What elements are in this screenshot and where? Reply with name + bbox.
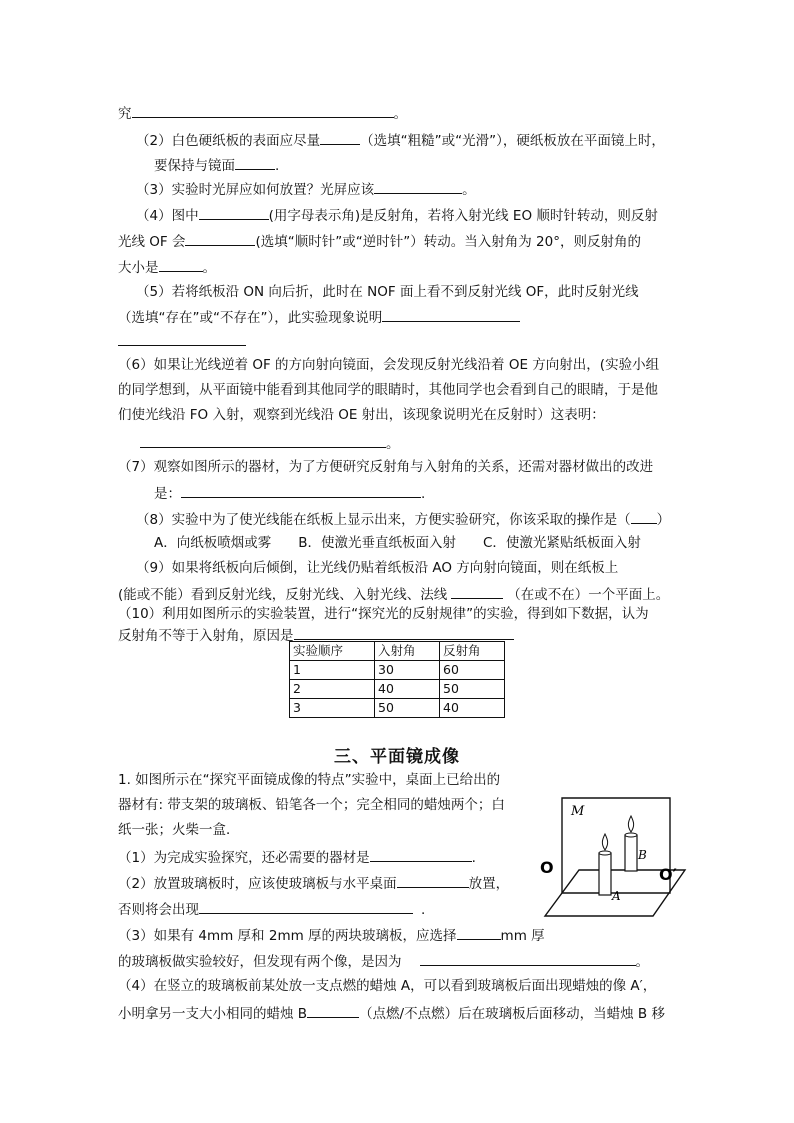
text: （选填“粗糙”或“光滑”），硬纸板放在平面镜上时，	[360, 133, 665, 149]
text: 器材有: 带支架的玻璃板、铅笔各一个；完全相同的蜡烛两个；白	[118, 797, 505, 813]
answer-blank[interactable]	[199, 204, 269, 220]
answer-blank[interactable]	[235, 154, 275, 170]
text: （3）实验时光屏应如何放置？光屏应该	[136, 182, 375, 198]
text: (用字母表示角)是反射角，若将入射光线 EO 顺时针转动，则反射	[268, 208, 658, 224]
text: （2）白色硬纸板的表面应尽量	[136, 133, 321, 149]
label-m: M	[571, 804, 585, 819]
text: （10）利用如图所示的实验装置，进行“探究光的反射规律”的实验，得到如下数据，认为	[118, 606, 649, 622]
question-6-answer	[140, 432, 400, 454]
question-8-options	[154, 533, 641, 553]
table-cell: 40	[440, 699, 505, 718]
answer-blank[interactable]	[374, 178, 462, 194]
text: 究	[118, 106, 132, 122]
text: mm 厚	[500, 928, 545, 944]
text: .	[421, 486, 426, 502]
text: (选填“顺时针”或“逆时针”）转动。当入射角为 20°，则反射角的	[255, 234, 641, 250]
table-cell: 40	[375, 680, 440, 699]
table-cell: 50	[440, 680, 505, 699]
s-question-1-2	[118, 872, 509, 894]
answer-blank[interactable]	[382, 306, 520, 322]
s-question-1-2-cont	[118, 898, 425, 920]
question-7-cont	[154, 482, 425, 504]
text: （3）如果有 4mm 厚和 2mm 厚的两块玻璃板，应选择	[118, 928, 457, 944]
text: 要保持与镜面	[154, 158, 235, 174]
data-table	[289, 641, 505, 718]
text: 们使光线沿 FO 入射，观察到光线沿 OE 射出，该现象说明光在反射时）这表明：	[118, 407, 605, 423]
text: A．向纸板喷烟或雾 B．使激光垂直纸板面入射 C．使激光紧贴纸板面入射	[154, 535, 641, 551]
table-header-row	[290, 642, 505, 661]
question-4	[136, 204, 658, 226]
answer-blank[interactable]	[307, 1002, 359, 1018]
label-a: A	[612, 889, 621, 903]
text: 放置，	[468, 876, 510, 892]
answer-blank[interactable]	[631, 508, 657, 524]
text: 的同学想到，从平面镜中能看到其他同学的眼睛时，其他同学也会看到自己的眼睛，于是他	[118, 382, 658, 398]
answer-blank[interactable]	[132, 102, 394, 118]
text: 反射角不等于入射角，原因是	[118, 628, 294, 644]
answer-blank[interactable]	[397, 872, 469, 888]
question-9	[136, 558, 618, 578]
text: 纸一张；火柴一盒．	[118, 822, 240, 838]
question-9-cont	[118, 583, 669, 605]
answer-blank[interactable]	[140, 432, 386, 448]
text: 是：	[154, 486, 181, 502]
table-cell: 2	[290, 680, 375, 699]
text: 大小是	[118, 260, 159, 276]
candle-a-top	[599, 851, 611, 855]
line-1	[118, 102, 407, 124]
question-4-cont	[118, 230, 641, 252]
text: （在或不在）一个平面上。	[507, 587, 670, 603]
text: （2）放置玻璃板时，应该使玻璃板与水平桌面	[118, 876, 397, 892]
text: 的玻璃板做实验较好，但发现有两个像，是因为	[118, 954, 402, 970]
plane-mirror-figure	[535, 788, 690, 923]
text: （4）在竖立的玻璃板前某处放一支点燃的蜡烛 A，可以看到玻璃板后面出现蜡烛的像 A′，	[118, 978, 657, 994]
candle-a	[599, 853, 611, 895]
table-cell: 1	[290, 661, 375, 680]
s-question-1-4	[118, 976, 656, 996]
question-6-cont2	[118, 405, 605, 425]
table-cell: 60	[440, 661, 505, 680]
text: （4）图中	[136, 208, 199, 224]
text: ）	[656, 512, 671, 528]
question-2	[136, 129, 665, 151]
table-row	[290, 680, 505, 699]
text: （1）为完成实验探究，还必需要的器材是	[118, 850, 370, 866]
text: 光线 OF 会	[118, 234, 186, 250]
flame-a-icon	[602, 834, 607, 850]
candle-b-top	[625, 833, 637, 837]
question-5-cont	[118, 306, 520, 328]
text: （9）如果将纸板向后倾倒，让光线仍贴着纸板沿 AO 方向射向镜面，则在纸板上	[136, 560, 619, 576]
text: （5）若将纸板沿 ON 向后折，此时在 NOF 面上看不到反射光线 OF，此时反射光线	[136, 284, 639, 300]
table-header: 入射角	[375, 642, 440, 661]
question-3	[136, 178, 476, 200]
s-question-1-4-cont	[118, 1002, 665, 1024]
question-5	[136, 282, 639, 302]
text: 。	[462, 182, 476, 198]
s-question-1-3-cont	[118, 950, 649, 972]
table-row	[290, 661, 505, 680]
text: 否则将会出现	[118, 902, 199, 918]
answer-blank[interactable]	[370, 846, 472, 862]
text: 。	[393, 106, 407, 122]
answer-blank[interactable]	[420, 950, 636, 966]
question-4-cont2	[118, 256, 216, 278]
question-5-cont2	[118, 330, 246, 352]
answer-blank[interactable]	[451, 583, 503, 599]
text: （7）观察如图所示的器材，为了方便研究反射角与入射角的关系，还需对器材做出的改进	[118, 459, 654, 475]
answer-blank[interactable]	[294, 624, 514, 640]
answer-blank[interactable]	[185, 230, 255, 246]
answer-blank[interactable]	[320, 129, 360, 145]
question-10	[118, 604, 649, 624]
table-header: 反射角	[440, 642, 505, 661]
text: 。	[202, 260, 216, 276]
s-question-1	[118, 770, 500, 790]
question-6-cont	[118, 380, 658, 400]
text: 。	[386, 436, 400, 452]
text: （选填“存在”或“不存在”），此实验现象说明	[118, 310, 383, 326]
text: .	[421, 902, 426, 918]
answer-blank[interactable]	[159, 256, 203, 272]
text: 小明拿另一支大小相同的蜡烛 B	[118, 1006, 308, 1022]
label-b: B	[638, 848, 647, 862]
text: (能或不能）看到反射光线，反射光线、入射光线、法线	[118, 587, 448, 603]
question-7	[118, 457, 653, 477]
label-o: O	[540, 858, 554, 877]
table-header: 实验顺序	[290, 642, 375, 661]
answer-blank[interactable]	[457, 924, 501, 940]
question-8	[136, 508, 670, 530]
s-question-1-cont	[118, 795, 505, 815]
text: .	[275, 158, 280, 174]
label-o-prime: O′	[659, 865, 677, 884]
text: （6）如果让光线逆着 OF 的方向射向镜面，会发现反射光线沿着 OE 方向射出，(实验小组	[118, 357, 660, 373]
answer-blank[interactable]	[181, 482, 421, 498]
s-question-1-1	[118, 846, 476, 868]
section-title: 三、平面镜成像	[334, 747, 460, 767]
table-cell: 30	[375, 661, 440, 680]
s-question-1-cont2	[118, 820, 240, 840]
table-cell: 3	[290, 699, 375, 718]
text: （点燃/不点燃）后在玻璃板后面移动，当蜡烛 B 移	[359, 1006, 665, 1022]
answer-blank[interactable]	[118, 330, 246, 346]
question-2-cont	[154, 154, 279, 176]
text: 。	[635, 954, 649, 970]
text: （8）实验中为了使光线能在纸板上显示出来，方便实验研究，你该采取的操作是（	[136, 512, 631, 528]
text: 1. 如图所示在“探究平面镜成像的特点”实验中，桌面上已给出的	[118, 772, 501, 788]
candle-b	[625, 835, 637, 871]
text: .	[471, 850, 476, 866]
flame-b-icon	[628, 816, 633, 832]
table-cell: 50	[375, 699, 440, 718]
s-question-1-3	[118, 924, 545, 946]
question-6	[118, 355, 659, 375]
answer-blank[interactable]	[199, 898, 413, 914]
table-row	[290, 699, 505, 718]
